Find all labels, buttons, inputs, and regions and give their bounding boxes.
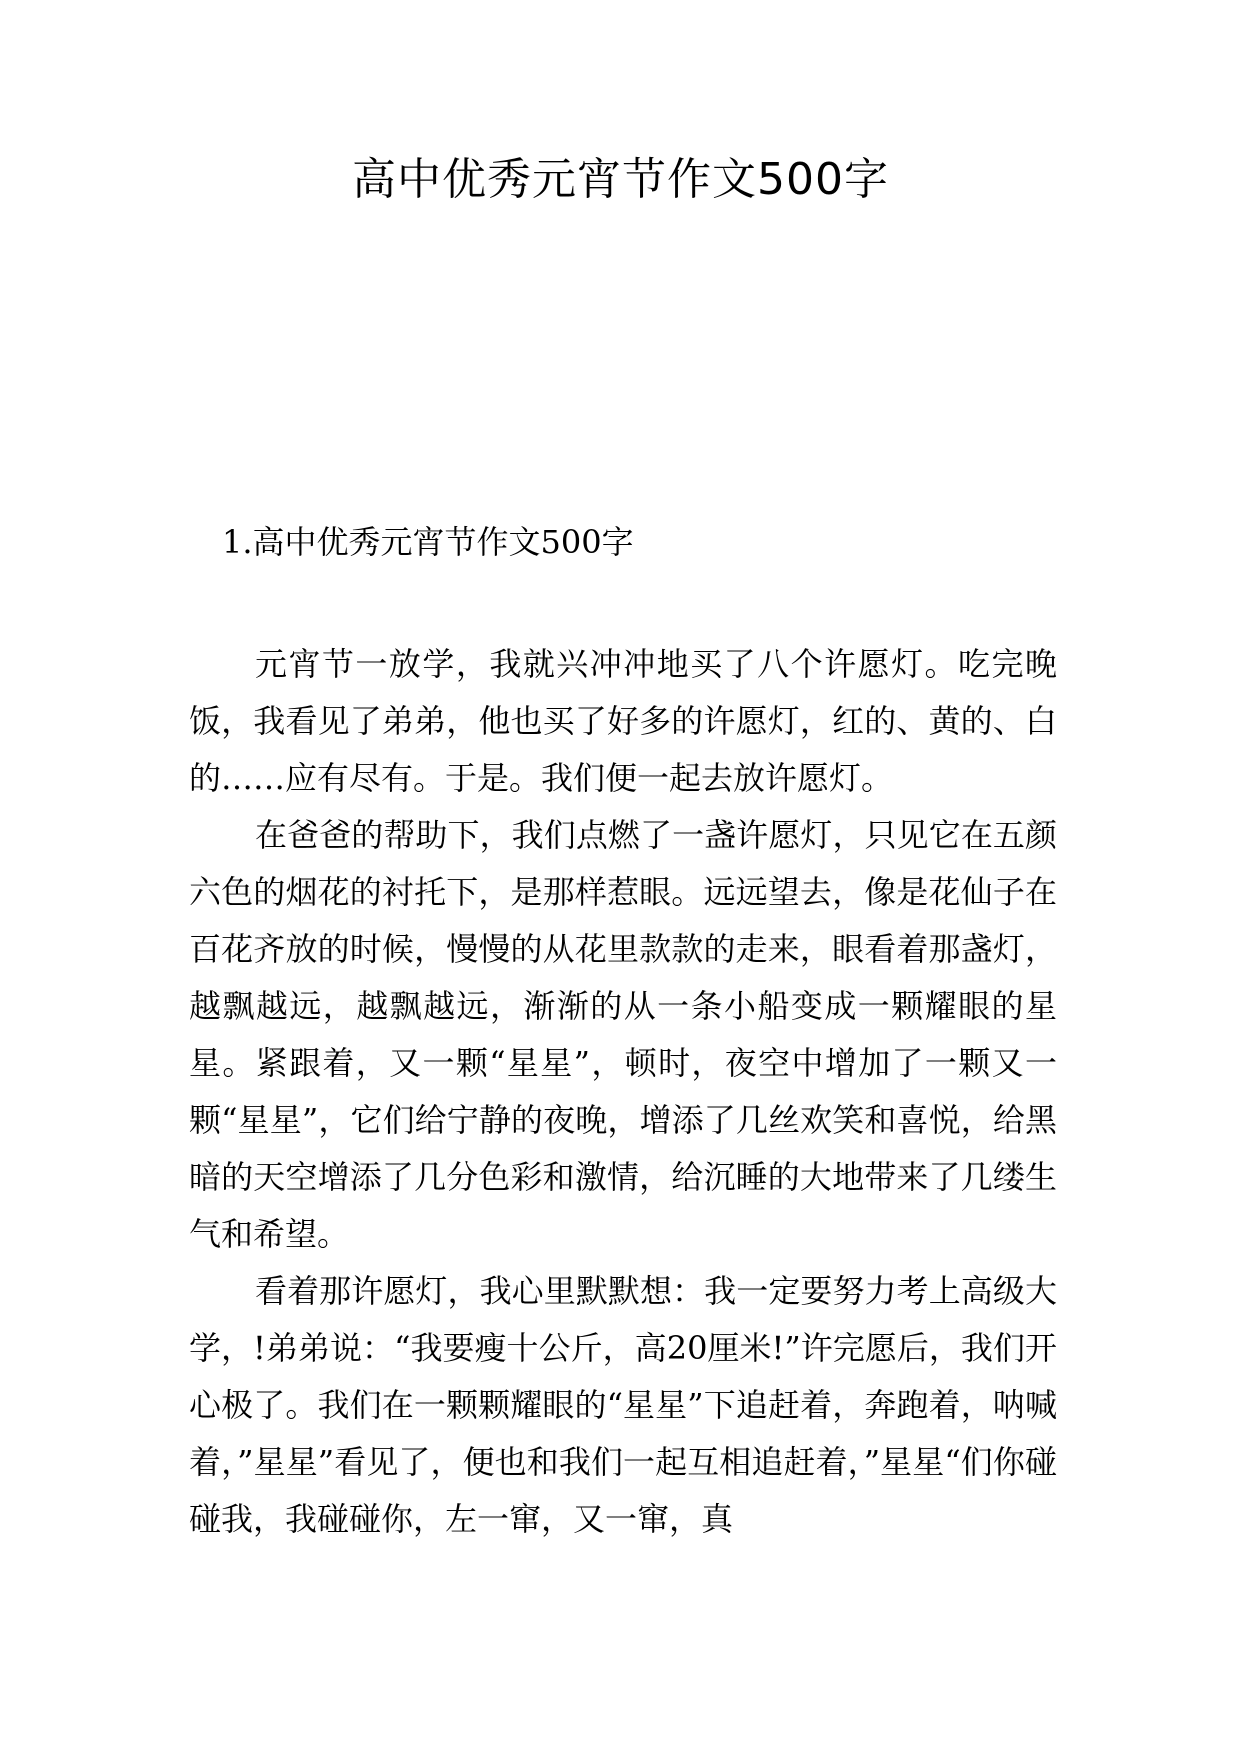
paragraph-1: 元宵节一放学，我就兴冲冲地买了八个许愿灯。吃完晚饭，我看见了弟弟，他也买了好多的许愿灯，红的、黄的、白的……应有尽有。于是。我们便一起去放许愿灯。 xyxy=(189,645,1057,797)
document-title: 高中优秀元宵节作文500字 xyxy=(352,154,889,205)
paragraph-2: 在爸爸的帮助下，我们点燃了一盏许愿灯，只见它在五颜六色的烟花的衬托下，是那样惹眼。远远望去，像是花仙子在百花齐放的时候，慢慢的从花里款款的走来，眼看着那盏灯，越飘越远，越飘越远，渐渐的从一条小船变成一颗耀眼的星星。紧跟着，又一颗“星星”，顿时，夜空中增加了一颗又一颗“星星”，它们给宁静的夜晚，增添了几丝欢笑和喜悦，给黑暗的天空增添了几分色彩和激情，给沉睡的大地带来了几缕生气和希望。 xyxy=(189,816,1057,1253)
paragraph-3: 看着那许愿灯，我心里默默想：我一定要努力考上高级大学，!弟弟说：“我要瘦十公斤，高20厘米!”许完愿后，我们开心极了。我们在一颗颗耀眼的“星星”下追赶着，奔跑着，呐喊着，”星星”看见了，便也和我们一起互相追赶着，”星星“们你碰碰我，我碰碰你，左一窜，又一窜，真 xyxy=(189,1272,1057,1538)
section-heading: 1.高中优秀元宵节作文500字 xyxy=(222,523,634,561)
essay-body xyxy=(189,636,1057,1548)
